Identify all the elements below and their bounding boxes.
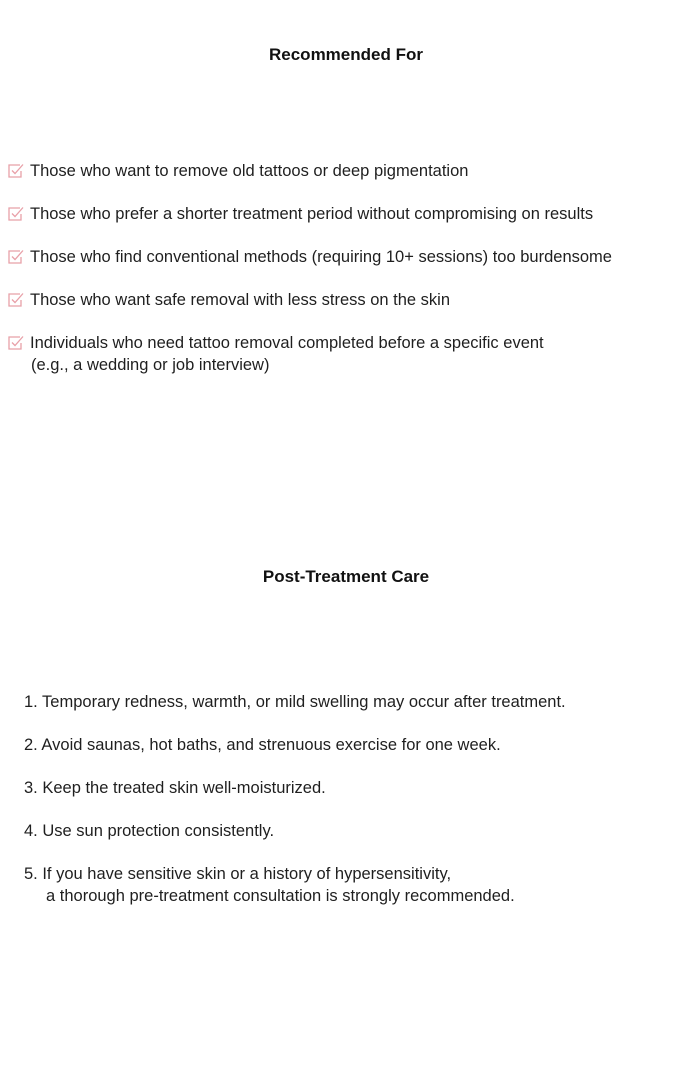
list-item-text: 1. Temporary redness, warmth, or mild swelling may occur after treatment. [24, 693, 566, 711]
list-item [0, 863, 692, 907]
checkbox-checked-icon [7, 205, 25, 223]
list-item-text-continued: (e.g., a wedding or job interview) [31, 356, 270, 374]
checkbox-checked-icon [7, 334, 25, 352]
list-item [0, 203, 692, 246]
recommended-for-title: Recommended For [269, 45, 423, 64]
list-item-text: Those who find conventional methods (requiring 10+ sessions) too burdensome [30, 248, 612, 266]
list-item-text: 3. Keep the treated skin well-moisturized. [24, 779, 326, 797]
list-item [0, 289, 692, 332]
recommended-list [0, 160, 692, 376]
care-list [0, 691, 692, 907]
list-item [0, 734, 692, 777]
checkbox-checked-icon [7, 162, 25, 180]
list-item [0, 820, 692, 863]
list-item-text: Those who want safe removal with less stress on the skin [30, 291, 451, 309]
checkbox-checked-icon [7, 291, 25, 309]
list-item [0, 246, 692, 289]
checkbox-checked-icon [7, 248, 25, 266]
list-item [0, 332, 692, 376]
list-item-text: 5. If you have sensitive skin or a history of hypersensitivity, [24, 865, 452, 883]
list-item-text: Those who prefer a shorter treatment period without compromising on results [30, 205, 594, 223]
list-item [0, 691, 692, 734]
list-item [0, 160, 692, 203]
post-treatment-care-title: Post-Treatment Care [262, 567, 430, 586]
list-item-text: 4. Use sun protection consistently. [24, 822, 275, 840]
list-item-text: 2. Avoid saunas, hot baths, and strenuous exercise for one week. [24, 736, 501, 754]
list-item-text: Individuals who need tattoo removal completed before a specific event [30, 334, 544, 352]
list-item [0, 777, 692, 820]
list-item-text: Those who want to remove old tattoos or deep pigmentation [30, 162, 469, 180]
list-item-text-continued: a thorough pre-treatment consultation is strongly recommended. [46, 887, 515, 905]
